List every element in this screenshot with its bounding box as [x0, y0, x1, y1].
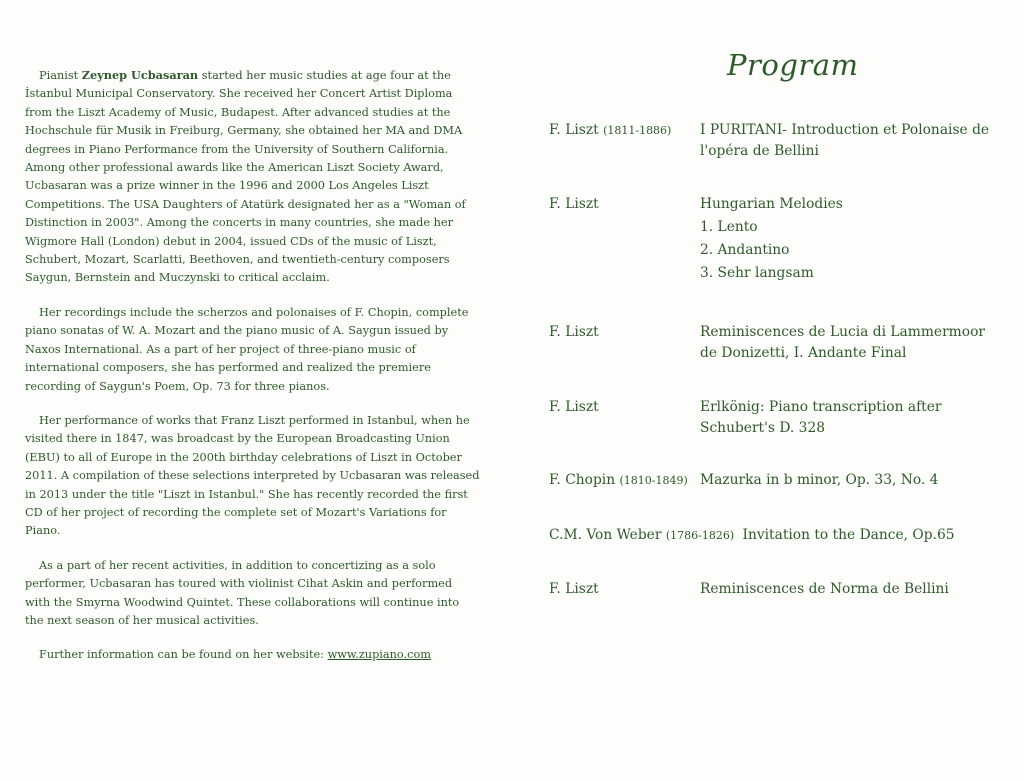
composer-name: F. Liszt (1811-1886): [549, 122, 672, 138]
composer-name: F. Liszt: [549, 196, 599, 212]
program-page: [512, 0, 1024, 781]
website-link[interactable]: www.zupiano.com: [327, 648, 431, 662]
work-title: I PURITANI- Introduction et Polonaise de l'opéra de Bellini: [700, 122, 990, 159]
artist-biography: [25, 66, 480, 681]
work-title-text: Hungarian Melodies: [700, 196, 843, 212]
bio-paragraph-1: [25, 66, 480, 288]
bio-intro-text: Pianist: [39, 69, 82, 82]
bio-paragraph-2: Her recordings include the scherzos and polonaises of F. Chopin, complete piano sonatas of W. A. Mozart and the piano music of A. Saygun issued by Naxos International. As a part of her project of three-piano music of international composers, she has performed and realized the premiere recording of Saygun's Poem, Op. 73 for three pianos.: [25, 305, 469, 393]
movement-item: 3. Sehr langsam: [700, 265, 814, 281]
work-title: [700, 194, 1000, 284]
bio-paragraph-3: Her performance of works that Franz Liszt performed in Istanbul, when he visited there in 1847, was broadcast by the European Broadcasting Union (EBU) to all of Europe in the 200th birthday celebrations of Liszt in October 2011. A compilation of these selections interpreted by Ucbasaran was released in 2013 under the title "Liszt in Istanbul." She has recently recorded the first CD of her project of recording the complete set of Mozart's Variations for Piano.: [25, 413, 480, 538]
program-item: [549, 525, 1009, 546]
composer-dates: (1811-1886): [603, 124, 672, 137]
work-title: Reminiscences de Lucia di Lammermoor de Donizetti, I. Andante Final: [700, 324, 985, 361]
website-label: Further information can be found on her website:: [39, 648, 328, 662]
work-title: Invitation to the Dance, Op.65: [742, 527, 955, 543]
composer-name: F. Liszt: [549, 399, 599, 415]
work-title: Erlkönig: Piano transcription after Schubert's D. 328: [700, 399, 942, 436]
movement-item: 1. Lento: [700, 219, 758, 235]
composer-name: C.M. Von Weber (1786-1826): [549, 527, 735, 543]
program-title: Program: [727, 48, 859, 82]
composer-name: F. Liszt: [549, 581, 599, 597]
work-title: Mazurka in b minor, Op. 33, No. 4: [700, 472, 939, 488]
bio-paragraph-4: As a part of her recent activities, in addition to concertizing as a solo performer, Ucbasaran has toured with violinist Cihat Askin and performed with the Smyrna Woodwind Quintet. These collaborations will continue into the next season of her musical activities.: [25, 558, 460, 627]
composer-name: F. Liszt: [549, 324, 599, 340]
composer-dates: (1810-1849): [619, 474, 688, 487]
bio-paragraph-1-text: started her music studies at age four at the İstanbul Municipal Conservatory. She received her Concert Artist Diploma from the Liszt Academy of Music, Budapest. After advanced studies at the Hochschule für Musik in Freiburg, Germany, she obtained her MA and DMA degrees in Piano Performance from the University of Southern California. Among other professional awards like the American Liszt Society Award, Ucbasaran was a prize winner in the 1996 and 2000 Los Angeles Liszt Competitions. The USA Daughters of Atatürk designated her as a "Woman of Distinction in 2003". Among the concerts in many countries, she made her Wigmore Hall (London) debut in 2004, issued CDs of the music of Liszt, Schubert, Mozart, Scarlatti, Beethoven, and twentieth-century composers Saygun, Bernstein and Muczynski to critical acclaim.: [25, 69, 466, 285]
work-title: Reminiscences de Norma de Bellini: [700, 581, 949, 597]
composer-dates: (1786-1826): [665, 529, 735, 542]
movement-item: 2. Andantino: [700, 242, 790, 258]
composer-name: F. Chopin (1810-1849): [549, 472, 688, 488]
artist-name: Zeynep Ucbasaran: [81, 68, 199, 82]
website-line: [25, 646, 480, 664]
